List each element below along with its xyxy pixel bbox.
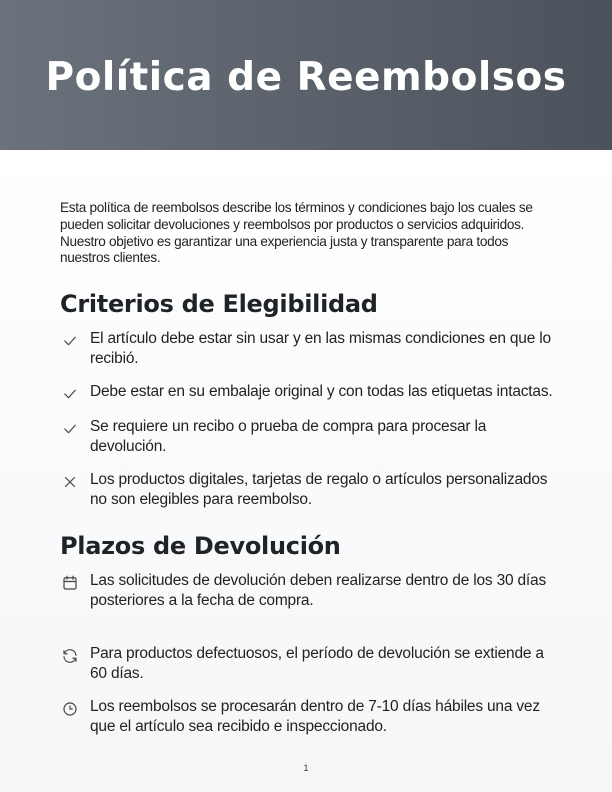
check-icon	[60, 330, 80, 350]
item-text: Para productos defectuosos, el período de devolución se extiende a 60 días.	[90, 645, 544, 682]
list-item	[60, 417, 560, 456]
calendar-icon	[60, 572, 80, 592]
x-icon	[60, 471, 80, 491]
item-text: Los productos digitales, tarjetas de regalo o artículos personalizados no son elegibles para reembolso.	[90, 471, 548, 508]
list-item	[60, 470, 560, 509]
list-item	[60, 644, 560, 683]
section-heading-eligibility: Criterios de Elegibilidad	[60, 290, 378, 319]
list-item	[60, 571, 560, 610]
intro	[60, 200, 560, 267]
item-text: Se requiere un recibo o prueba de compra para procesar la devolución.	[90, 418, 487, 455]
item-text: Las solicitudes de devolución deben realizarse dentro de los 30 días posteriores a la fecha de compra.	[90, 572, 547, 609]
list-item	[60, 697, 560, 736]
list-item	[60, 329, 560, 368]
page-number: 1	[303, 763, 309, 774]
section-heading-deadlines: Plazos de Devolución	[60, 532, 341, 561]
list-item	[60, 382, 560, 403]
intro-paragraph: Esta política de reembolsos describe los términos y condiciones bajo los cuales se pueden solicitar devoluciones y reembolsos por productos o servicios adquiridos.	[60, 200, 533, 232]
item-text: El artículo debe estar sin usar y en las mismas condiciones en que lo recibió.	[90, 330, 551, 367]
page-title: Política de Reembolsos	[45, 54, 567, 100]
intro-paragraph: Nuestro objetivo es garantizar una experiencia justa y transparente para todos nuestros clientes.	[60, 233, 509, 266]
page-content	[0, 150, 612, 760]
refresh-icon	[60, 645, 80, 665]
clock-icon	[60, 698, 80, 718]
item-text: Debe estar en su embalaje original y con todas las etiquetas intactas.	[90, 383, 553, 401]
check-icon	[60, 383, 80, 403]
check-icon	[60, 418, 80, 438]
page-header	[0, 0, 612, 150]
item-text: Los reembolsos se procesarán dentro de 7-10 días hábiles una vez que el artículo sea recibido e inspeccionado.	[90, 698, 540, 735]
